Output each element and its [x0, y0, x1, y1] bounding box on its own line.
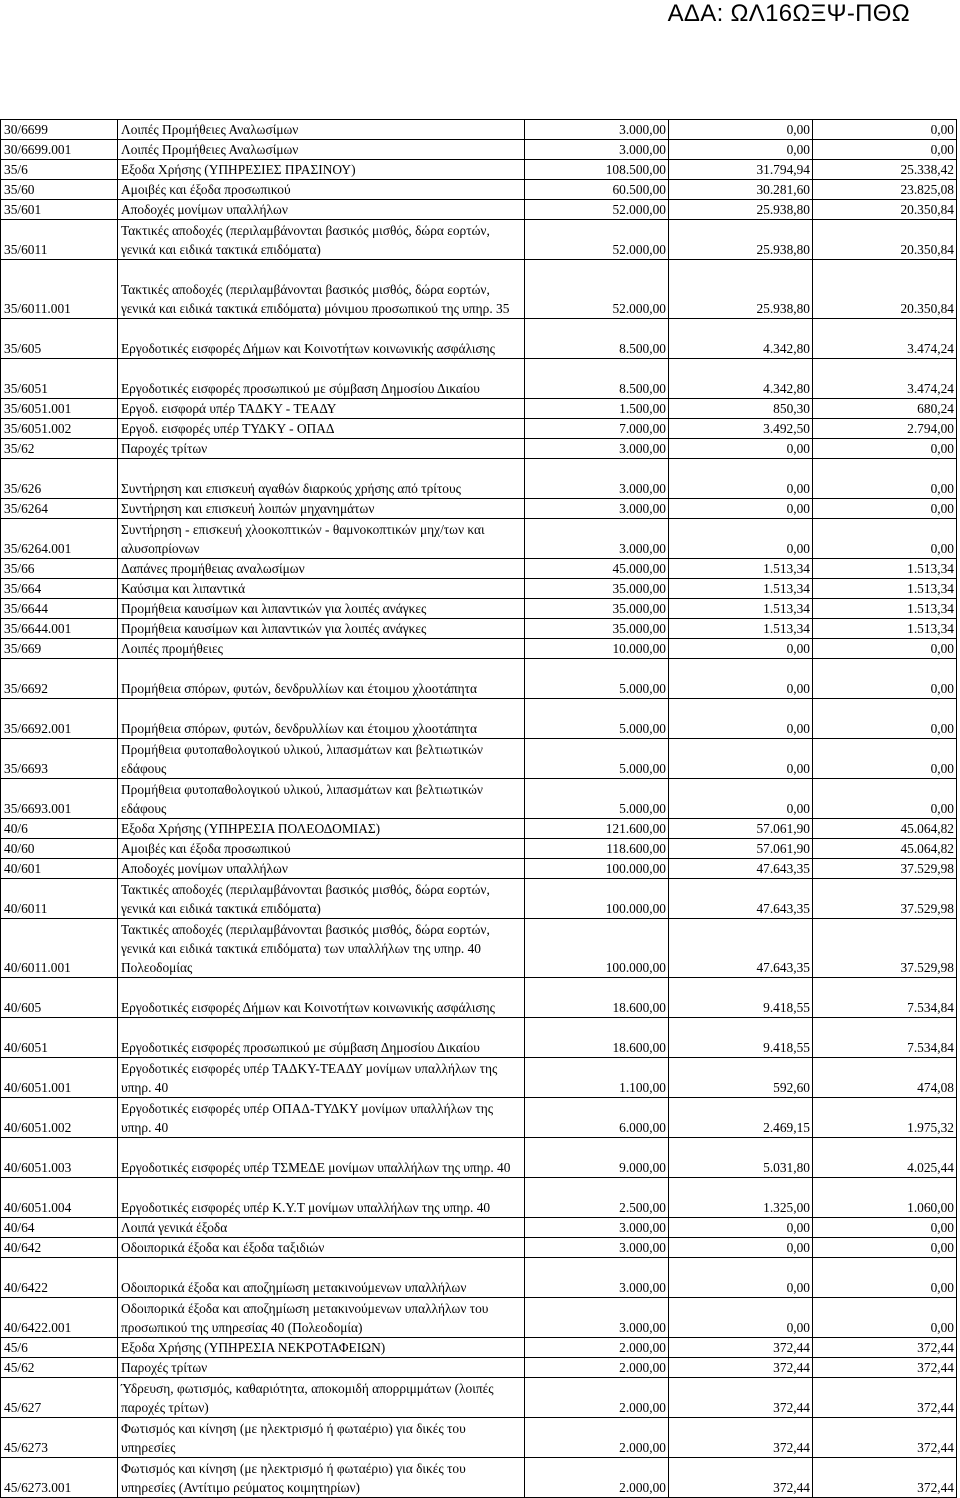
description-cell: Προμήθεια φυτοπαθολογικού υλικού, λιπασμάτων και βελτιωτικών εδάφους	[118, 739, 525, 779]
budget-amount-cell: 108.500,00	[525, 160, 669, 180]
account-code-cell: 40/6422	[1, 1258, 118, 1298]
paid-amount-cell: 4.025,44	[813, 1138, 957, 1178]
description-cell: Τακτικές αποδοχές (περιλαμβάνονται βασικός μισθός, δώρα εορτών, γενικά και ειδικά τακτικά επιδόματα) μόνιμου προσωπικού της υπηρ. 35	[118, 260, 525, 319]
budget-table-body	[1, 120, 957, 1498]
paid-amount-cell: 680,24	[813, 399, 957, 419]
table-row	[1, 1298, 957, 1338]
description-cell: Προμήθεια σπόρων, φυτών, δενδρυλλίων και έτοιμου χλοοτάπητα	[118, 659, 525, 699]
account-code-cell: 35/664	[1, 579, 118, 599]
paid-amount-cell: 474,08	[813, 1058, 957, 1098]
account-code-cell: 35/601	[1, 200, 118, 220]
account-code-cell: 35/6264	[1, 499, 118, 519]
ada-code: ΑΔΑ: ΩΛ16ΩΞΨ-ΠΘΩ	[667, 0, 910, 27]
table-row	[1, 559, 957, 579]
description-cell: Οδοιπορικά έξοδα και αποζημίωση μετακινούμενων υπαλλήλων	[118, 1258, 525, 1298]
paid-amount-cell: 37.529,98	[813, 919, 957, 978]
committed-amount-cell: 1.325,00	[669, 1178, 813, 1218]
budget-amount-cell: 35.000,00	[525, 619, 669, 639]
table-row	[1, 399, 957, 419]
budget-amount-cell: 52.000,00	[525, 200, 669, 220]
table-row	[1, 1258, 957, 1298]
description-cell: Εργοδοτικές εισφορές προσωπικού με σύμβαση Δημοσίου Δικαίου	[118, 359, 525, 399]
table-row	[1, 1358, 957, 1378]
paid-amount-cell: 0,00	[813, 639, 957, 659]
description-cell: Οδοιπορικά έξοδα και αποζημίωση μετακινούμενων υπαλλήλων του προσωπικού της υπηρεσίας 40 (Πολεοδομία)	[118, 1298, 525, 1338]
committed-amount-cell: 0,00	[669, 639, 813, 659]
committed-amount-cell: 372,44	[669, 1458, 813, 1498]
committed-amount-cell: 1.513,34	[669, 599, 813, 619]
account-code-cell: 35/6011.001	[1, 260, 118, 319]
committed-amount-cell: 0,00	[669, 779, 813, 819]
table-row	[1, 978, 957, 1018]
budget-amount-cell: 2.000,00	[525, 1458, 669, 1498]
account-code-cell: 35/60	[1, 180, 118, 200]
budget-amount-cell: 52.000,00	[525, 260, 669, 319]
account-code-cell: 35/66	[1, 559, 118, 579]
paid-amount-cell: 45.064,82	[813, 839, 957, 859]
description-cell: Εργοδοτικές εισφορές Δήμων και Κοινοτήτων κοινωνικής ασφάλισης	[118, 319, 525, 359]
account-code-cell: 35/6011	[1, 220, 118, 260]
paid-amount-cell: 25.338,42	[813, 160, 957, 180]
paid-amount-cell: 372,44	[813, 1338, 957, 1358]
table-row	[1, 779, 957, 819]
committed-amount-cell: 1.513,34	[669, 559, 813, 579]
committed-amount-cell: 0,00	[669, 459, 813, 499]
budget-amount-cell: 2.000,00	[525, 1418, 669, 1458]
account-code-cell: 30/6699	[1, 120, 118, 140]
table-row	[1, 160, 957, 180]
committed-amount-cell: 5.031,80	[669, 1138, 813, 1178]
committed-amount-cell: 25.938,80	[669, 200, 813, 220]
description-cell: Δαπάνες προμήθειας αναλωσίμων	[118, 559, 525, 579]
committed-amount-cell: 1.513,34	[669, 579, 813, 599]
committed-amount-cell: 4.342,80	[669, 319, 813, 359]
committed-amount-cell: 850,30	[669, 399, 813, 419]
committed-amount-cell: 31.794,94	[669, 160, 813, 180]
description-cell: Εργοδοτικές εισφορές υπέρ ΤΑΔΚΥ-ΤΕΑΔΥ μονίμων υπαλλήλων της υπηρ. 40	[118, 1058, 525, 1098]
committed-amount-cell: 372,44	[669, 1418, 813, 1458]
paid-amount-cell: 37.529,98	[813, 859, 957, 879]
committed-amount-cell: 25.938,80	[669, 260, 813, 319]
description-cell: Αποδοχές μονίμων υπαλλήλων	[118, 859, 525, 879]
budget-amount-cell: 52.000,00	[525, 220, 669, 260]
budget-amount-cell: 3.000,00	[525, 459, 669, 499]
description-cell: Φωτισμός και κίνηση (με ηλεκτρισμό ή φωταέριο) για δικές του υπηρεσίες	[118, 1418, 525, 1458]
budget-amount-cell: 3.000,00	[525, 519, 669, 559]
committed-amount-cell: 372,44	[669, 1338, 813, 1358]
account-code-cell: 35/669	[1, 639, 118, 659]
description-cell: Αμοιβές και έξοδα προσωπικού	[118, 839, 525, 859]
paid-amount-cell: 0,00	[813, 459, 957, 499]
table-row	[1, 359, 957, 399]
budget-amount-cell: 121.600,00	[525, 819, 669, 839]
budget-amount-cell: 18.600,00	[525, 1018, 669, 1058]
paid-amount-cell: 2.794,00	[813, 419, 957, 439]
account-code-cell: 35/6644.001	[1, 619, 118, 639]
budget-amount-cell: 2.000,00	[525, 1378, 669, 1418]
committed-amount-cell: 0,00	[669, 699, 813, 739]
committed-amount-cell: 0,00	[669, 659, 813, 699]
committed-amount-cell: 47.643,35	[669, 919, 813, 978]
table-row	[1, 1378, 957, 1418]
description-cell: Εργοδοτικές εισφορές Δήμων και Κοινοτήτων κοινωνικής ασφάλισης	[118, 978, 525, 1018]
description-cell: Εργοδ. εισφορά υπέρ ΤΑΔΚΥ - ΤΕΑΔΥ	[118, 399, 525, 419]
account-code-cell: 45/6273.001	[1, 1458, 118, 1498]
account-code-cell: 30/6699.001	[1, 140, 118, 160]
table-row	[1, 599, 957, 619]
table-row	[1, 1178, 957, 1218]
description-cell: Ύδρευση, φωτισμός, καθαριότητα, αποκομιδή απορριμμάτων (λοιπές παροχές τρίτων)	[118, 1378, 525, 1418]
table-row	[1, 1338, 957, 1358]
budget-amount-cell: 7.000,00	[525, 419, 669, 439]
committed-amount-cell: 0,00	[669, 1258, 813, 1298]
paid-amount-cell: 45.064,82	[813, 819, 957, 839]
account-code-cell: 40/601	[1, 859, 118, 879]
account-code-cell: 40/6011	[1, 879, 118, 919]
table-row	[1, 1418, 957, 1458]
table-row	[1, 319, 957, 359]
budget-amount-cell: 1.100,00	[525, 1058, 669, 1098]
budget-amount-cell: 5.000,00	[525, 739, 669, 779]
account-code-cell: 40/6051.001	[1, 1058, 118, 1098]
committed-amount-cell: 9.418,55	[669, 1018, 813, 1058]
budget-amount-cell: 3.000,00	[525, 1298, 669, 1338]
budget-amount-cell: 18.600,00	[525, 978, 669, 1018]
table-row	[1, 519, 957, 559]
table-row	[1, 859, 957, 879]
budget-amount-cell: 9.000,00	[525, 1138, 669, 1178]
account-code-cell: 35/6693.001	[1, 779, 118, 819]
table-row	[1, 1238, 957, 1258]
account-code-cell: 35/6644	[1, 599, 118, 619]
account-code-cell: 35/6051	[1, 359, 118, 399]
table-row	[1, 200, 957, 220]
paid-amount-cell: 0,00	[813, 779, 957, 819]
paid-amount-cell: 0,00	[813, 439, 957, 459]
account-code-cell: 40/6011.001	[1, 919, 118, 978]
budget-amount-cell: 1.500,00	[525, 399, 669, 419]
committed-amount-cell: 2.469,15	[669, 1098, 813, 1138]
budget-amount-cell: 8.500,00	[525, 319, 669, 359]
account-code-cell: 35/626	[1, 459, 118, 499]
committed-amount-cell: 592,60	[669, 1058, 813, 1098]
committed-amount-cell: 47.643,35	[669, 859, 813, 879]
paid-amount-cell: 23.825,08	[813, 180, 957, 200]
paid-amount-cell: 7.534,84	[813, 1018, 957, 1058]
table-row	[1, 699, 957, 739]
account-code-cell: 35/62	[1, 439, 118, 459]
paid-amount-cell: 7.534,84	[813, 978, 957, 1018]
table-row	[1, 839, 957, 859]
account-code-cell: 35/6693	[1, 739, 118, 779]
table-row	[1, 140, 957, 160]
paid-amount-cell: 372,44	[813, 1378, 957, 1418]
committed-amount-cell: 0,00	[669, 739, 813, 779]
paid-amount-cell: 372,44	[813, 1458, 957, 1498]
description-cell: Λοιπές προμήθειες	[118, 639, 525, 659]
description-cell: Εργοδοτικές εισφορές υπέρ Κ.Υ.Τ μονίμων υπαλλήλων της υπηρ. 40	[118, 1178, 525, 1218]
paid-amount-cell: 0,00	[813, 699, 957, 739]
description-cell: Προμήθεια σπόρων, φυτών, δενδρυλλίων και έτοιμου χλοοτάπητα	[118, 699, 525, 739]
description-cell: Εξοδα Χρήσης (ΥΠΗΡΕΣΙΑ ΠΟΛΕΟΔΟΜΙΑΣ)	[118, 819, 525, 839]
budget-amount-cell: 10.000,00	[525, 639, 669, 659]
account-code-cell: 35/6051.002	[1, 419, 118, 439]
paid-amount-cell: 1.513,34	[813, 559, 957, 579]
table-row	[1, 879, 957, 919]
account-code-cell: 40/6051.004	[1, 1178, 118, 1218]
budget-amount-cell: 45.000,00	[525, 559, 669, 579]
table-row	[1, 120, 957, 140]
description-cell: Συντήρηση και επισκευή αγαθών διαρκούς χρήσης από τρίτους	[118, 459, 525, 499]
budget-amount-cell: 3.000,00	[525, 1218, 669, 1238]
paid-amount-cell: 1.513,34	[813, 599, 957, 619]
paid-amount-cell: 20.350,84	[813, 220, 957, 260]
committed-amount-cell: 57.061,90	[669, 839, 813, 859]
account-code-cell: 40/6422.001	[1, 1298, 118, 1338]
account-code-cell: 40/605	[1, 978, 118, 1018]
description-cell: Παροχές τρίτων	[118, 439, 525, 459]
table-row	[1, 220, 957, 260]
description-cell: Καύσιμα και λιπαντικά	[118, 579, 525, 599]
description-cell: Λοιπά γενικά έξοδα	[118, 1218, 525, 1238]
table-row	[1, 419, 957, 439]
account-code-cell: 40/642	[1, 1238, 118, 1258]
budget-amount-cell: 100.000,00	[525, 919, 669, 978]
table-row	[1, 1018, 957, 1058]
committed-amount-cell: 30.281,60	[669, 180, 813, 200]
description-cell: Αποδοχές μονίμων υπαλλήλων	[118, 200, 525, 220]
table-row	[1, 499, 957, 519]
table-row	[1, 1098, 957, 1138]
table-row	[1, 1138, 957, 1178]
account-code-cell: 40/6051.003	[1, 1138, 118, 1178]
budget-amount-cell: 5.000,00	[525, 699, 669, 739]
budget-amount-cell: 5.000,00	[525, 659, 669, 699]
description-cell: Αμοιβές και έξοδα προσωπικού	[118, 180, 525, 200]
budget-table	[0, 119, 957, 1498]
committed-amount-cell: 3.492,50	[669, 419, 813, 439]
budget-amount-cell: 8.500,00	[525, 359, 669, 399]
description-cell: Λοιπές Προμήθειες Αναλωσίμων	[118, 120, 525, 140]
budget-amount-cell: 35.000,00	[525, 599, 669, 619]
table-row	[1, 579, 957, 599]
budget-amount-cell: 2.000,00	[525, 1358, 669, 1378]
committed-amount-cell: 47.643,35	[669, 879, 813, 919]
account-code-cell: 45/62	[1, 1358, 118, 1378]
paid-amount-cell: 1.513,34	[813, 619, 957, 639]
account-code-cell: 35/6264.001	[1, 519, 118, 559]
committed-amount-cell: 1.513,34	[669, 619, 813, 639]
account-code-cell: 40/6051.002	[1, 1098, 118, 1138]
committed-amount-cell: 0,00	[669, 499, 813, 519]
table-row	[1, 659, 957, 699]
budget-amount-cell: 3.000,00	[525, 439, 669, 459]
account-code-cell: 35/6051.001	[1, 399, 118, 419]
table-row	[1, 459, 957, 499]
table-row	[1, 819, 957, 839]
budget-amount-cell: 35.000,00	[525, 579, 669, 599]
budget-amount-cell: 6.000,00	[525, 1098, 669, 1138]
description-cell: Φωτισμός και κίνηση (με ηλεκτρισμό ή φωταέριο) για δικές του υπηρεσίες (Αντίτιμο ρεύματος κοιμητηρίων)	[118, 1458, 525, 1498]
paid-amount-cell: 0,00	[813, 140, 957, 160]
committed-amount-cell: 0,00	[669, 1298, 813, 1338]
paid-amount-cell: 0,00	[813, 739, 957, 779]
paid-amount-cell: 1.513,34	[813, 579, 957, 599]
budget-amount-cell: 2.500,00	[525, 1178, 669, 1218]
account-code-cell: 35/6692.001	[1, 699, 118, 739]
committed-amount-cell: 4.342,80	[669, 359, 813, 399]
paid-amount-cell: 0,00	[813, 659, 957, 699]
budget-amount-cell: 3.000,00	[525, 1238, 669, 1258]
description-cell: Προμήθεια καυσίμων και λιπαντικών για λοιπές ανάγκες	[118, 619, 525, 639]
description-cell: Προμήθεια φυτοπαθολογικού υλικού, λιπασμάτων και βελτιωτικών εδάφους	[118, 779, 525, 819]
description-cell: Συντήρηση - επισκευή χλοοκοπτικών - θαμνοκοπτικών μηχ/των και αλυσοπρίονων	[118, 519, 525, 559]
paid-amount-cell: 1.060,00	[813, 1178, 957, 1218]
description-cell: Εργοδοτικές εισφορές προσωπικού με σύμβαση Δημοσίου Δικαίου	[118, 1018, 525, 1058]
account-code-cell: 35/6	[1, 160, 118, 180]
budget-amount-cell: 3.000,00	[525, 1258, 669, 1298]
committed-amount-cell: 0,00	[669, 1218, 813, 1238]
budget-amount-cell: 3.000,00	[525, 120, 669, 140]
committed-amount-cell: 9.418,55	[669, 978, 813, 1018]
account-code-cell: 35/6692	[1, 659, 118, 699]
account-code-cell: 35/605	[1, 319, 118, 359]
budget-amount-cell: 2.000,00	[525, 1338, 669, 1358]
committed-amount-cell: 0,00	[669, 439, 813, 459]
account-code-cell: 45/6273	[1, 1418, 118, 1458]
budget-amount-cell: 3.000,00	[525, 499, 669, 519]
description-cell: Εξοδα Χρήσης (ΥΠΗΡΕΣΙΕΣ ΠΡΑΣΙΝΟΥ)	[118, 160, 525, 180]
table-row	[1, 619, 957, 639]
description-cell: Οδοιπορικά έξοδα και έξοδα ταξιδιών	[118, 1238, 525, 1258]
paid-amount-cell: 20.350,84	[813, 200, 957, 220]
description-cell: Εξοδα Χρήσης (ΥΠΗΡΕΣΙΑ ΝΕΚΡΟΤΑΦΕΙΩΝ)	[118, 1338, 525, 1358]
paid-amount-cell: 20.350,84	[813, 260, 957, 319]
paid-amount-cell: 3.474,24	[813, 319, 957, 359]
committed-amount-cell: 0,00	[669, 140, 813, 160]
paid-amount-cell: 0,00	[813, 1238, 957, 1258]
paid-amount-cell: 0,00	[813, 519, 957, 559]
table-row	[1, 1218, 957, 1238]
account-code-cell: 40/6	[1, 819, 118, 839]
account-code-cell: 40/6051	[1, 1018, 118, 1058]
description-cell: Εργοδοτικές εισφορές υπέρ ΤΣΜΕΔΕ μονίμων υπαλλήλων της υπηρ. 40	[118, 1138, 525, 1178]
committed-amount-cell: 0,00	[669, 519, 813, 559]
budget-amount-cell: 100.000,00	[525, 879, 669, 919]
account-code-cell: 40/60	[1, 839, 118, 859]
budget-amount-cell: 100.000,00	[525, 859, 669, 879]
committed-amount-cell: 57.061,90	[669, 819, 813, 839]
table-row	[1, 1458, 957, 1498]
account-code-cell: 45/6	[1, 1338, 118, 1358]
paid-amount-cell: 0,00	[813, 499, 957, 519]
paid-amount-cell: 3.474,24	[813, 359, 957, 399]
budget-amount-cell: 118.600,00	[525, 839, 669, 859]
paid-amount-cell: 0,00	[813, 1218, 957, 1238]
description-cell: Τακτικές αποδοχές (περιλαμβάνονται βασικός μισθός, δώρα εορτών, γενικά και ειδικά τακτικά επιδόματα) των υπαλλήλων της υπηρ. 40 Πολεοδομίας	[118, 919, 525, 978]
description-cell: Τακτικές αποδοχές (περιλαμβάνονται βασικός μισθός, δώρα εορτών, γενικά και ειδικά τακτικά επιδόματα)	[118, 879, 525, 919]
committed-amount-cell: 25.938,80	[669, 220, 813, 260]
description-cell: Συντήρηση και επισκευή λοιπών μηχανημάτων	[118, 499, 525, 519]
paid-amount-cell: 0,00	[813, 1298, 957, 1338]
committed-amount-cell: 372,44	[669, 1378, 813, 1418]
description-cell: Εργοδοτικές εισφορές υπέρ ΟΠΑΔ-ΤΥΔΚΥ μονίμων υπαλλήλων της υπηρ. 40	[118, 1098, 525, 1138]
committed-amount-cell: 372,44	[669, 1358, 813, 1378]
table-row	[1, 439, 957, 459]
description-cell: Εργοδ. εισφορές υπέρ ΤΥΔΚΥ - ΟΠΑΔ	[118, 419, 525, 439]
account-code-cell: 45/627	[1, 1378, 118, 1418]
description-cell: Παροχές τρίτων	[118, 1358, 525, 1378]
paid-amount-cell: 372,44	[813, 1418, 957, 1458]
paid-amount-cell: 0,00	[813, 1258, 957, 1298]
paid-amount-cell: 372,44	[813, 1358, 957, 1378]
paid-amount-cell: 37.529,98	[813, 879, 957, 919]
table-row	[1, 639, 957, 659]
description-cell: Τακτικές αποδοχές (περιλαμβάνονται βασικός μισθός, δώρα εορτών, γενικά και ειδικά τακτικά επιδόματα)	[118, 220, 525, 260]
description-cell: Λοιπές Προμήθειες Αναλωσίμων	[118, 140, 525, 160]
committed-amount-cell: 0,00	[669, 120, 813, 140]
table-row	[1, 739, 957, 779]
table-row	[1, 1058, 957, 1098]
paid-amount-cell: 0,00	[813, 120, 957, 140]
paid-amount-cell: 1.975,32	[813, 1098, 957, 1138]
budget-amount-cell: 3.000,00	[525, 140, 669, 160]
budget-amount-cell: 5.000,00	[525, 779, 669, 819]
committed-amount-cell: 0,00	[669, 1238, 813, 1258]
account-code-cell: 40/64	[1, 1218, 118, 1238]
table-row	[1, 180, 957, 200]
budget-amount-cell: 60.500,00	[525, 180, 669, 200]
description-cell: Προμήθεια καυσίμων και λιπαντικών για λοιπές ανάγκες	[118, 599, 525, 619]
table-row	[1, 919, 957, 978]
table-row	[1, 260, 957, 319]
